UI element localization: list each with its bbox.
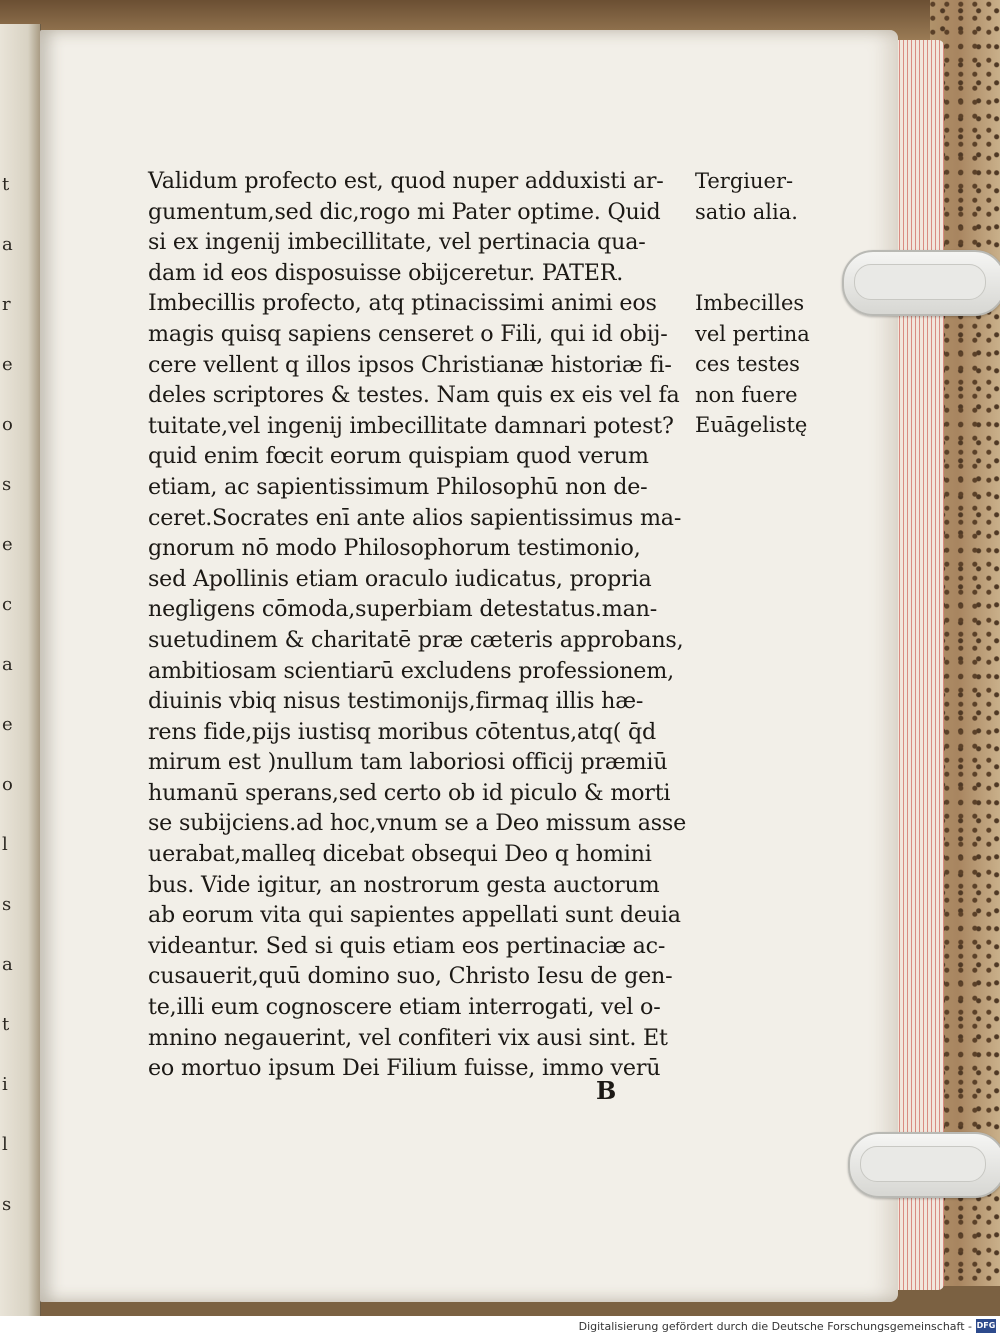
left-page-fragment: r (2, 294, 11, 315)
left-page-fragment: s (2, 1194, 12, 1215)
text-line: gnorum nō modo Philosophorum testimonio, (148, 535, 641, 562)
margin-note: satio alia. (695, 199, 798, 224)
left-page-fragment: c (2, 594, 13, 615)
text-line: gumentum,sed dic,rogo mi Pater optime. Quid (148, 198, 661, 225)
text-line: sed Apollinis etiam oraculo iudicatus, propria (148, 565, 652, 592)
left-page-fragment: e (2, 714, 13, 735)
text-line: magis quisq sapiens censeret o Fili, qui id obij- (148, 320, 668, 347)
signature-mark: B (596, 1076, 617, 1105)
text-line: Validum profecto est, quod nuper adduxisti ar- (148, 168, 664, 194)
dfg-logo: DFG (976, 1319, 996, 1333)
text-line: bus. Vide igitur, an nostrorum gesta auctorum (148, 871, 660, 898)
margin-note: non fuere (695, 382, 798, 407)
left-page-fragment: l (2, 1134, 8, 1155)
text-line: etiam, ac sapientissimum Philosophū non de- (148, 473, 648, 500)
margin-notes-1 (695, 166, 835, 227)
left-page-fragment: s (2, 894, 12, 915)
page-clip-top (842, 250, 1000, 316)
margin-note: vel pertina (695, 321, 810, 346)
left-page-fragment: a (2, 954, 13, 975)
text-line: humanū sperans,sed certo ob id piculo & morti (148, 779, 671, 806)
text-line: Imbecillis profecto, atq ptinacissimi animi eos (148, 290, 657, 317)
margin-note: ces testes (695, 352, 800, 377)
left-page-fragment: o (2, 414, 13, 435)
text-line: si ex ingenij imbecillitate, vel pertinacia qua- (148, 229, 646, 256)
text-line: ab eorum vita qui sapientes appellati sunt deuia (148, 902, 681, 929)
text-line: rens fide,pijs iustisq moribus cōtentus,atq( q̄d (148, 718, 657, 745)
left-page-edge (0, 24, 41, 1316)
left-page-fragment: t (2, 174, 10, 195)
margin-note: Imbecilles (695, 291, 805, 315)
text-line: suetudinem & charitatē præ cæteris approbans, (148, 626, 684, 653)
footer-credit: Digitalisierung gefördert durch die Deutsche Forschungsgemeinschaft - (578, 1320, 972, 1333)
left-page-fragment: l (2, 834, 8, 855)
text-line: cusauerit,quū domino suo, Christo Iesu de gen- (148, 963, 673, 990)
text-line: mirum est )nullum tam laboriosi officij præmiū (148, 749, 668, 776)
left-page-fragment: e (2, 534, 13, 555)
margin-notes-2 (695, 288, 835, 441)
text-line: ambitiosam scientiarū excludens professionem, (148, 657, 674, 684)
margin-note: Euāgelistę (695, 413, 808, 438)
text-line: ceret.Socrates enī ante alios sapientissimus ma- (148, 504, 682, 531)
text-line: se subijciens.ad hoc,vnum se a Deo missum asse (148, 810, 687, 837)
left-page-fragment: a (2, 654, 13, 675)
left-page-fragment: a (2, 234, 13, 255)
text-line: uerabat,malleq dicebat obsequi Deo q homini (148, 841, 652, 868)
left-page-fragment: i (2, 1074, 8, 1095)
text-line: dam id eos disposuisse obijceretur. PATER. (148, 259, 624, 286)
margin-note: Tergiuer- (695, 169, 794, 193)
left-page-fragment: e (2, 354, 13, 375)
text-line: mnino negauerint, vel confiteri vix ausi sint. Et (148, 1024, 668, 1051)
text-line: cere vellent q illos ipsos Christianæ historiæ fi- (148, 351, 672, 378)
left-page-fragment: o (2, 774, 13, 795)
text-line: tuitate,vel ingenij imbecillitate damnari potest? (148, 412, 674, 439)
text-line: quid enim fœcit eorum quispiam quod verum (148, 443, 649, 470)
text-line: deles scriptores & testes. Nam quis ex eis vel fa (148, 382, 680, 409)
footer-bar (0, 1316, 1000, 1338)
text-line: negligens cōmoda,superbiam detestatus.man- (148, 596, 657, 623)
left-page-fragment: s (2, 474, 12, 495)
text-line: te,illi eum cognoscere etiam interrogati, vel o- (148, 994, 661, 1021)
page-clip-bottom (848, 1132, 1000, 1198)
left-page-fragment: t (2, 1014, 10, 1035)
text-line: eo mortuo ipsum Dei Filium fuisse, immo verū (148, 1055, 661, 1082)
main-text (148, 166, 694, 1084)
text-line: diuinis vbiq nisus testimonijs,firmaq illis hæ- (148, 688, 644, 715)
book-page (40, 30, 898, 1302)
text-line: videantur. Sed si quis etiam eos pertinaciæ ac- (148, 932, 666, 959)
